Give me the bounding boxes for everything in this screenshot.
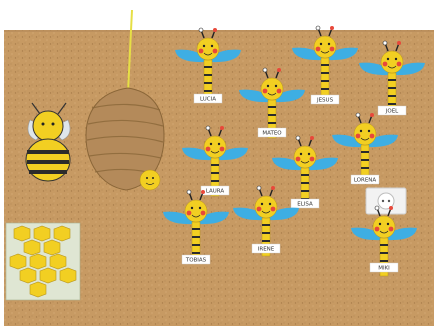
name-tag-irene: IRENE xyxy=(257,246,275,253)
name-tag-joel: JOEL xyxy=(385,108,399,115)
name-tag-elisa: ELISA xyxy=(297,201,313,208)
name-tag-mateo: MATEO xyxy=(262,130,282,137)
name-tag-lorena: LORENA xyxy=(353,177,377,184)
wall-outlet xyxy=(366,188,406,214)
name-tag-tobias: TOBIAS xyxy=(185,257,207,264)
name-tag-miki: MIKI xyxy=(378,265,390,272)
name-tag-jesus: JESUS xyxy=(316,97,334,104)
name-tag-laura: LAURA xyxy=(205,188,225,195)
name-tag-lucia: LUCIA xyxy=(199,96,217,103)
nest-bee-face xyxy=(140,170,160,190)
honeycomb-panel xyxy=(6,223,80,300)
